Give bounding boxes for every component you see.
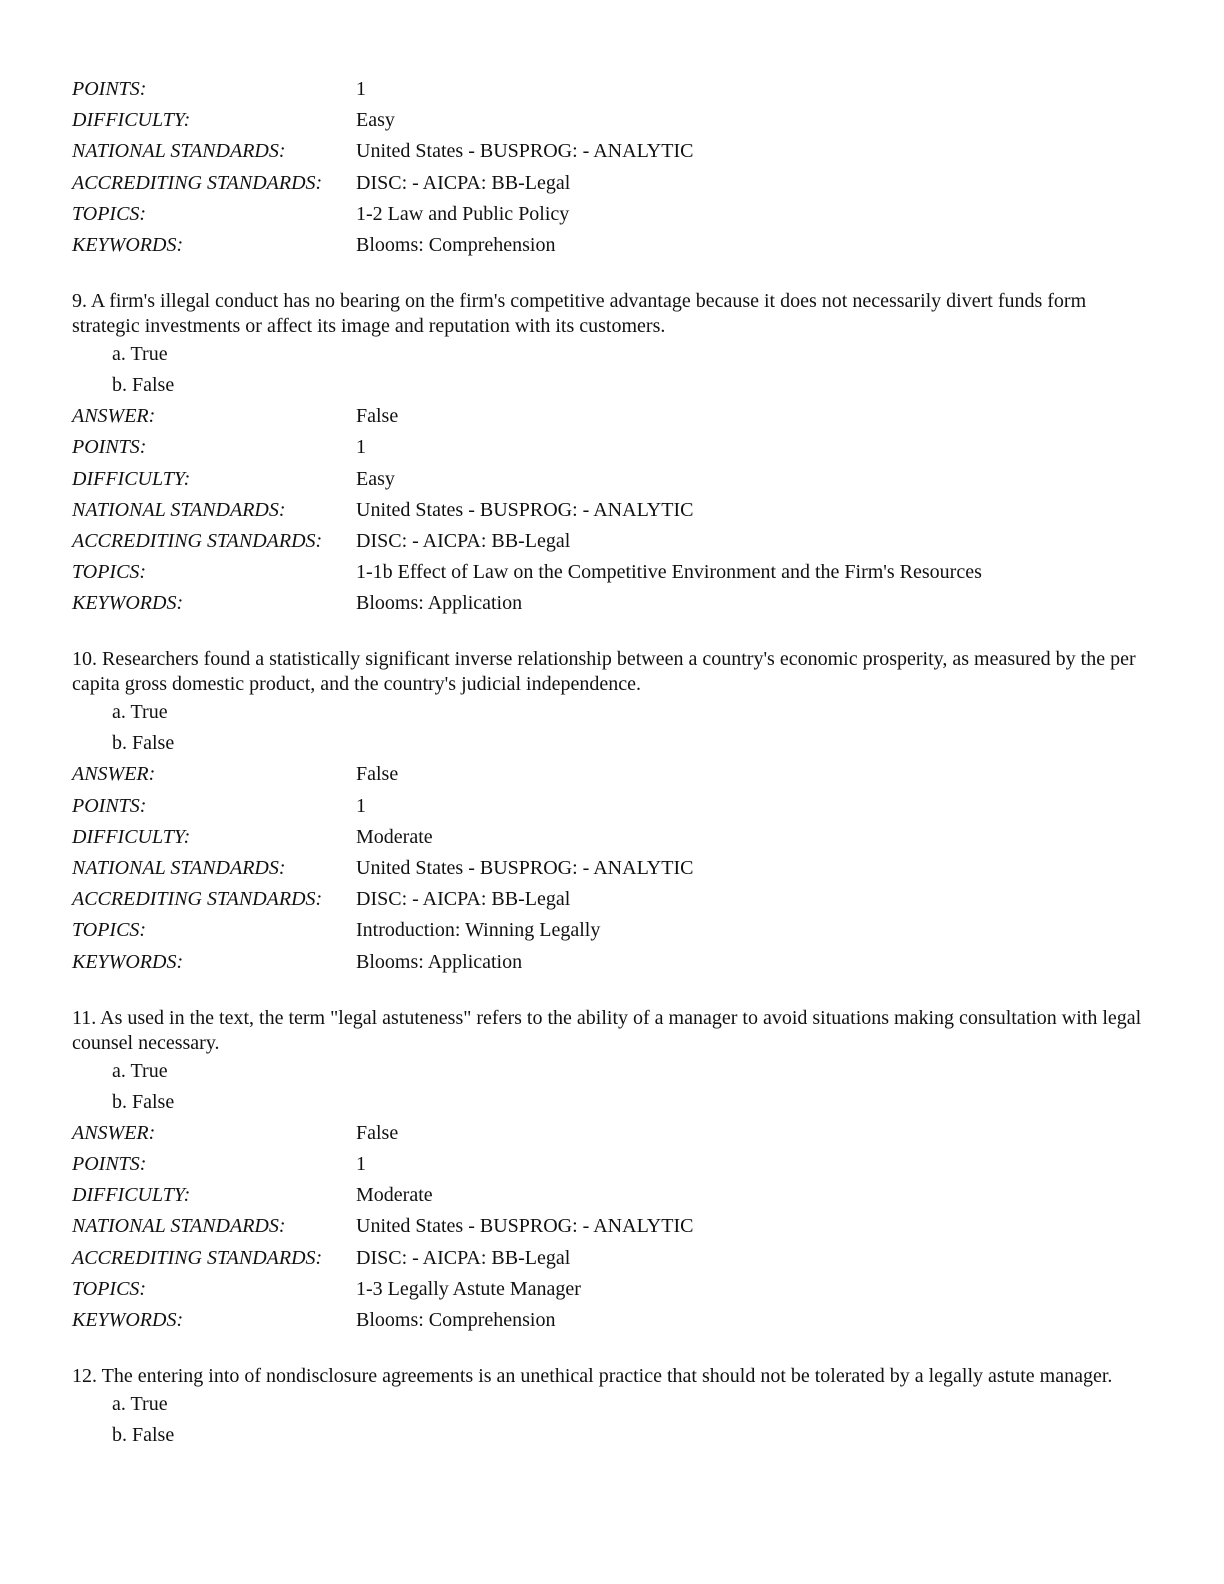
meta-value: DISC: - AICPA: BB-Legal [356,1246,571,1269]
question-meta [72,759,1152,977]
answer-option: a. True [112,343,168,366]
meta-value: Easy [356,109,395,132]
meta-label: KEYWORDS: [72,592,184,615]
meta-value: DISC: - AICPA: BB-Legal [356,529,571,552]
meta-row [72,74,1152,105]
answer-options [72,1056,1152,1118]
question-meta [72,1118,1152,1336]
meta-value: Easy [356,467,395,490]
answer-options [72,697,1152,759]
meta-row [72,1305,1152,1336]
meta-row [72,915,1152,946]
meta-row [72,495,1152,526]
answer-option: a. True [112,1393,168,1416]
meta-row [72,1211,1152,1242]
meta-label: TOPICS: [72,202,147,225]
meta-row [72,1243,1152,1274]
meta-value: United States - BUSPROG: - ANALYTIC [356,140,694,163]
meta-row [72,853,1152,884]
meta-row [72,464,1152,495]
answer-option: b. False [112,1424,175,1447]
meta-value: Blooms: Application [356,950,523,973]
answer-option: a. True [112,701,168,724]
meta-label: NATIONAL STANDARDS: [72,857,286,879]
meta-label: ACCREDITING STANDARDS: [72,529,323,552]
meta-label: ACCREDITING STANDARDS: [72,171,323,194]
answer-option: b. False [112,1090,175,1113]
question-text: 10. Researchers found a statistically significant inverse relationship between a country's economic prosperity, as measured by the per capita gross domestic product, and the country's judicial independence. [72,648,1136,696]
meta-label: ANSWER: [72,1121,156,1144]
question-block [72,647,1152,977]
question-text: 9. A firm's illegal conduct has no bearing on the firm's competitive advantage because it does not necessarily divert funds form strategic investments or affect its image and reputation with its customers. [72,290,1087,338]
meta-value: United States - BUSPROG: - ANALYTIC [356,498,694,521]
meta-row [72,230,1152,261]
meta-value: 1-1b Effect of Law on the Competitive Environment and the Firm's Resources [356,561,982,584]
meta-label: DIFFICULTY: [72,1184,191,1207]
meta-row [72,557,1152,588]
meta-row [72,759,1152,790]
meta-value: Introduction: Winning Legally [356,919,601,942]
meta-label: KEYWORDS: [72,233,184,256]
meta-row [72,168,1152,199]
meta-value: DISC: - AICPA: BB-Legal [356,171,571,194]
meta-label: ANSWER: [72,405,156,428]
meta-row [72,822,1152,853]
meta-label: ACCREDITING STANDARDS: [72,1246,323,1269]
meta-label: NATIONAL STANDARDS: [72,1215,286,1238]
meta-row [72,401,1152,432]
question-block [72,1364,1152,1451]
question-list [72,289,1152,1451]
meta-value: Moderate [356,1184,433,1207]
meta-row [72,1180,1152,1211]
meta-value: Moderate [356,825,433,848]
meta-row [72,1118,1152,1149]
meta-label: POINTS: [72,436,147,459]
question-meta [72,401,1152,619]
meta-value: 1 [356,78,366,100]
meta-label: NATIONAL STANDARDS: [72,140,286,163]
question-text: 12. The entering into of nondisclosure agreements is an unethical practice that should not be tolerated by a legally astute manager. [72,1365,1113,1388]
meta-row [72,199,1152,230]
meta-row [72,1274,1152,1305]
meta-value: False [356,763,399,786]
meta-label: DIFFICULTY: [72,467,191,490]
meta-row [72,791,1152,822]
meta-label: KEYWORDS: [72,1308,184,1331]
meta-row [72,588,1152,619]
answer-option: b. False [112,732,175,755]
meta-row [72,884,1152,915]
meta-row [72,136,1152,167]
meta-label: ANSWER: [72,763,156,786]
meta-row [72,1149,1152,1180]
meta-row [72,947,1152,978]
meta-value: 1-3 Legally Astute Manager [356,1277,581,1300]
meta-value: 1-2 Law and Public Policy [356,202,570,225]
document-page [72,74,1152,1451]
answer-options [72,1389,1152,1451]
meta-row [72,526,1152,557]
meta-value: False [356,405,399,428]
answer-option: a. True [112,1059,168,1082]
question-text: 11. As used in the text, the term "legal astuteness" refers to the ability of a manager to avoid situations making consultation with legal counsel necessary. [72,1006,1142,1054]
meta-value: 1 [356,794,366,817]
meta-label: TOPICS: [72,1277,147,1300]
meta-value: United States - BUSPROG: - ANALYTIC [356,1215,694,1238]
meta-label: NATIONAL STANDARDS: [72,498,286,521]
meta-row [72,105,1152,136]
answer-options [72,339,1152,401]
answer-option: b. False [112,374,175,397]
meta-value: Blooms: Comprehension [356,1308,556,1331]
meta-label: ACCREDITING STANDARDS: [72,888,323,911]
meta-value: 1 [356,436,366,459]
meta-value: 1 [356,1152,366,1175]
meta-label: TOPICS: [72,919,147,942]
question-block [72,1006,1152,1336]
meta-label: KEYWORDS: [72,950,184,973]
meta-label: POINTS: [72,78,147,100]
meta-label: DIFFICULTY: [72,109,191,132]
meta-label: TOPICS: [72,561,147,584]
question-block [72,289,1152,619]
meta-value: United States - BUSPROG: - ANALYTIC [356,857,694,879]
meta-value: Blooms: Comprehension [356,233,556,256]
meta-label: POINTS: [72,794,147,817]
meta-label: DIFFICULTY: [72,825,191,848]
top-meta-block [72,74,1152,261]
meta-value: False [356,1121,399,1144]
meta-value: DISC: - AICPA: BB-Legal [356,888,571,911]
meta-row [72,432,1152,463]
meta-value: Blooms: Application [356,592,523,615]
meta-label: POINTS: [72,1152,147,1175]
